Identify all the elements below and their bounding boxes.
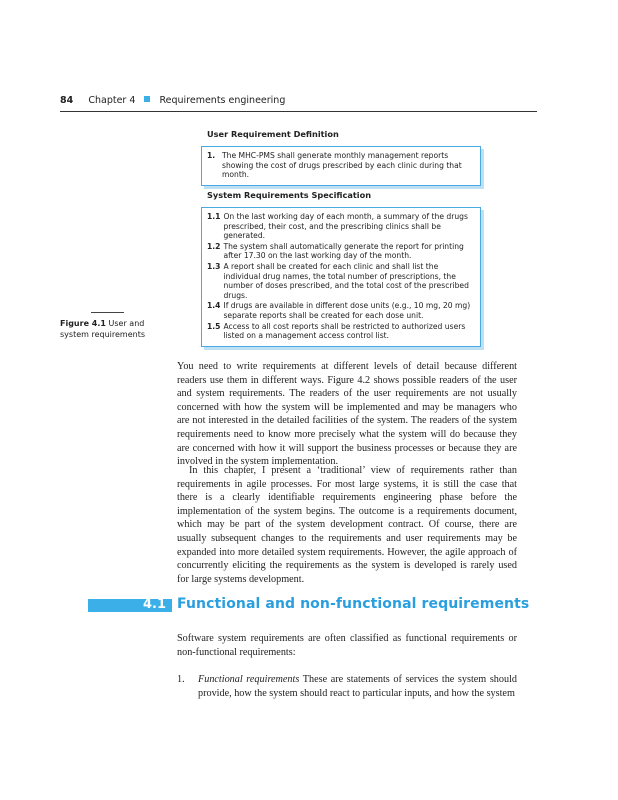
system-requirement-box [201,207,481,347]
system-requirement-item [207,212,475,241]
list-text: These are statements of services the system should provide, how the system should react to particular inputs, and how the system [198,674,517,699]
caption-rule [91,312,124,313]
requirement-text: The system shall automatically generate the report for printing after 17.30 on the last working day of the month. [223,241,464,261]
list-item [177,673,517,700]
body-paragraph-2: In this chapter, I present a ‘traditional’ view of requirements rather than requirements in agile processes. For most large systems, it is still the case that there is a clearly identifiable requirements engineering phase before the implementation of the system begins. The outcome is a requirements document, which may be part of the system development contract. Of course, there are usually subsequent changes to the requirements and user requirements may be expanded into more detailed system requirements. However, the agile approach of concurrently eliciting the requirements as the system is developed is rarely used for large systems development. [177,465,517,585]
figure-label: Figure 4.1 [60,319,106,328]
system-requirement-title: System Requirements Specification [207,190,372,200]
user-requirement-box [201,146,481,186]
requirement-number: 1.5 [207,321,221,331]
chapter-label: Chapter 4 [88,95,136,106]
system-requirement-item [207,242,475,261]
system-requirement-item [207,301,475,320]
requirement-number: 1.4 [207,301,221,311]
list-number: 1. [177,674,185,685]
list-term: Functional requirements [198,674,300,685]
section-title: Functional and non-functional requirements [177,596,530,612]
requirement-text: Access to all cost reports shall be restricted to authorized users listed on a management access control list. [223,321,466,341]
user-requirement-title: User Requirement Definition [207,129,339,139]
system-requirement-item [207,262,475,300]
requirement-number: 1.1 [207,212,221,221]
chapter-title: Requirements engineering [159,95,286,106]
requirement-text: The MHC-PMS shall generate monthly management reports showing the cost of drugs prescribed by each clinic during that month. [222,151,462,180]
figure-caption [60,318,170,340]
page-number: 84 [60,95,74,106]
requirement-text: A report shall be created for each clinic and shall list the individual drug names, the total number of prescriptions, the number of doses prescribed, and the total cost of the prescribed drugs. [223,261,469,300]
square-bullet-icon [144,96,150,102]
user-requirement-item [207,151,475,180]
requirement-number: 1. [207,151,216,160]
requirement-number: 1.3 [207,261,221,271]
requirement-text: On the last working day of each month, a summary of the drugs prescribed, their cost, and the prescribing clinics shall be generated. [223,212,468,241]
running-header [60,95,537,106]
section-intro: Software system requirements are often classified as functional requirements or non-functional requirements: [177,633,517,658]
header-rule [60,111,537,112]
requirement-number: 1.2 [207,241,221,251]
system-requirement-item [207,322,475,341]
body-paragraph-1: You need to write requirements at different levels of detail because different readers use them in different ways. Figure 4.2 shows possible readers of the user and system requirements. The readers of the user requirements are not usually concerned with how the system will be implemented and may be managers who are not interested in the detailed facilities of the system. The readers of the system requirements need to know more precisely what the system will do because they are concerned with how it will support the business processes or because they are involved in the system implementation. [177,361,517,468]
section-number: 4.1 [143,597,167,612]
requirement-text: If drugs are available in different dose units (e.g., 10 mg, 20 mg) separate reports shall be created for each dose unit. [223,301,471,320]
figure-caption-text: User and system requirements [60,319,145,339]
